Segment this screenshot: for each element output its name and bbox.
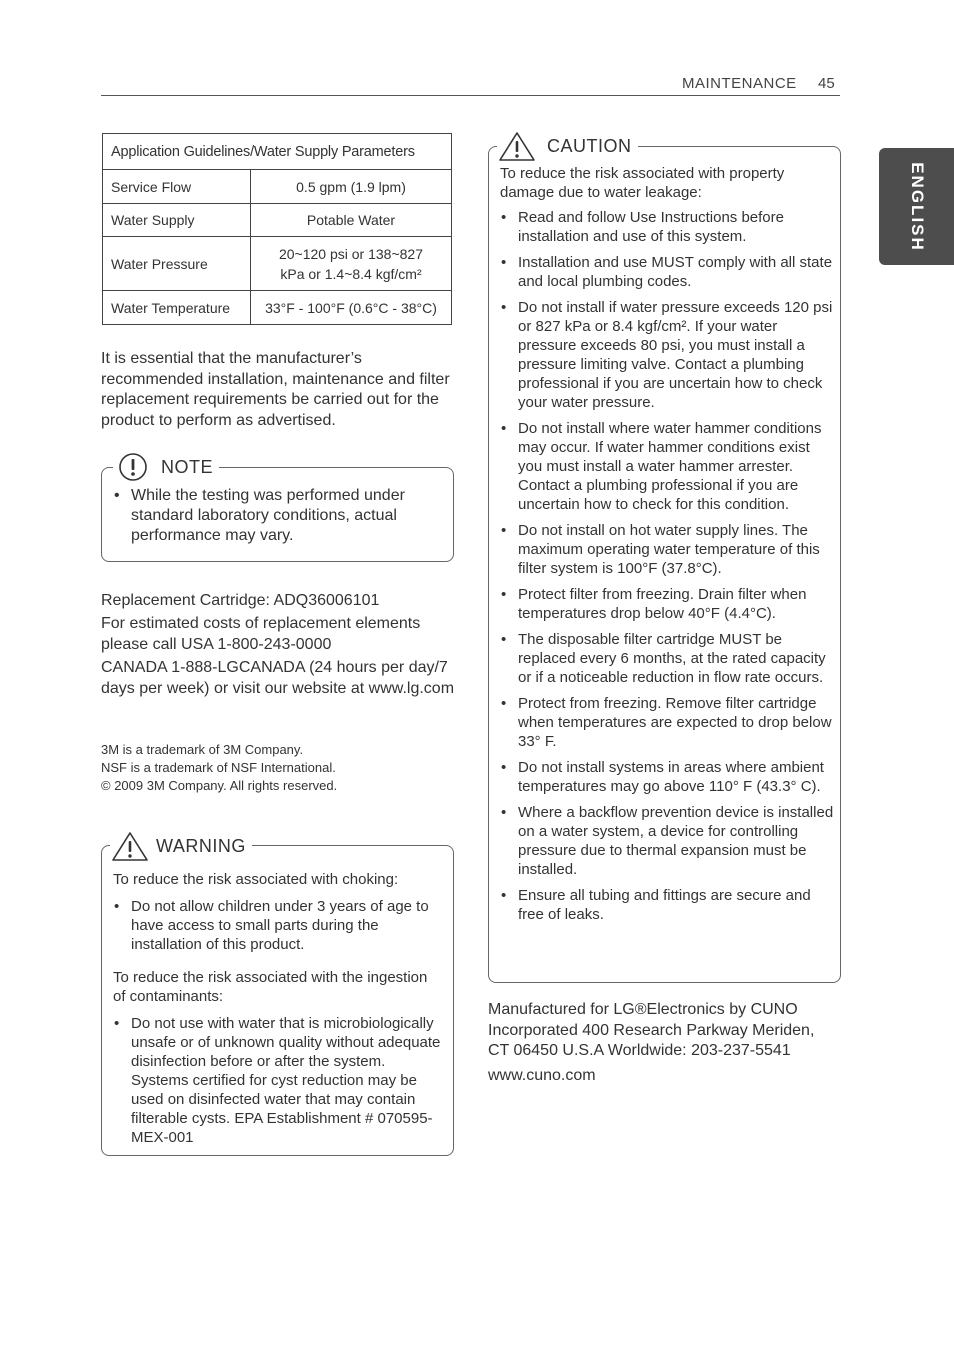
trademark-nsf: NSF is a trademark of NSF International. — [101, 760, 336, 775]
warning-heading — [110, 830, 252, 862]
header-divider — [101, 95, 840, 96]
note-list — [113, 486, 438, 546]
caution-intro: To reduce the risk associated with property damage due to water leakage: — [500, 165, 785, 201]
section-title: MAINTENANCE — [682, 75, 797, 92]
language-tab — [879, 148, 954, 265]
list-item: • The disposable filter cartridge MUST be replaced every 6 months, at the rated capacity or if a noticeable reduction in flow rate occurs. — [500, 630, 834, 687]
water-supply-parameters-table — [102, 133, 452, 325]
list-item: • Ensure all tubing and fittings are secure and free of leaks. — [500, 886, 834, 924]
row-value-line: kPa or 1.4~8.4 kgf/cm² — [280, 265, 422, 282]
warning-title: WARNING — [156, 835, 246, 856]
list-item: • While the testing was performed under standard laboratory conditions, actual performance may vary. — [113, 486, 438, 546]
table-row — [103, 204, 452, 237]
manufacturer-url: www.cuno.com — [488, 1067, 596, 1084]
note-title: NOTE — [161, 456, 214, 477]
language-tab-label: ENGLISH — [907, 161, 927, 252]
exclamation-circle-icon — [113, 451, 153, 483]
note-heading — [113, 451, 219, 483]
trademark-3m: 3M is a trademark of 3M Company. — [101, 742, 304, 757]
warning-triangle-icon — [110, 830, 150, 862]
list-item: • Protect from freezing. Remove filter cartridge when temperatures are expected to drop below 33° F. — [500, 694, 834, 751]
table-row — [103, 170, 452, 204]
replacement-cost-text: For estimated costs of replacement elements please call USA 1-800-243-0000 — [101, 615, 421, 653]
caution-title: CAUTION — [547, 135, 632, 156]
essential-paragraph: It is essential that the manufacturer’s recommended installation, maintenance and filter replacement requirements be carried out for the product to perform as advertised. — [101, 350, 450, 429]
note-content — [113, 486, 438, 553]
list-item: • Do not install if water pressure exceeds 120 psi or 827 kPa or 8.4 kgf/cm². If your water pressure exceeds 80 psi, you must install a pressure limiting valve. Contact a plumbing professional if you are uncertain how to check your water pressure. — [500, 298, 834, 412]
table-header-row — [103, 134, 452, 170]
page-number: 45 — [818, 75, 835, 92]
caution-content — [500, 164, 834, 931]
list-item: • Do not allow children under 3 years of age to have access to small parts during the installation of this product. — [113, 897, 443, 954]
row-value: 33°F - 100°F (0.6°C - 38°C) — [251, 291, 452, 325]
row-value: Potable Water — [251, 204, 452, 237]
replacement-cartridge-text: Replacement Cartridge: ADQ36006101 — [101, 592, 380, 609]
row-label: Water Supply — [103, 204, 251, 237]
row-value: 0.5 gpm (1.9 lpm) — [251, 170, 452, 204]
manufacturer-text: Manufactured for LG®Electronics by CUNO Incorporated 400 Research Parkway Meriden, CT 06450 U.S.A Worldwide: 203-237-5541 — [488, 1001, 815, 1059]
warning-intro-choking: To reduce the risk associated with choking: — [113, 871, 399, 888]
list-item: • Do not use with water that is microbiologically unsafe or of unknown quality without adequate disinfection before or after the system. Systems certified for cyst reduction may be used on disinfected water that may contain filterable cysts. EPA Establishment # 070595-MEX-001 — [113, 1014, 443, 1147]
row-label: Service Flow — [103, 170, 251, 204]
canada-contact-text: CANADA 1-888-LGCANADA (24 hours per day/7 days per week) or visit our website at www.lg.com — [101, 659, 455, 697]
warning-intro-contaminants: To reduce the risk associated with the ingestion of contaminants: — [113, 969, 428, 1005]
row-value-line: 20~120 psi or 138~827 — [278, 245, 423, 262]
warning-list-contaminants — [113, 1014, 443, 1147]
row-value — [251, 237, 452, 291]
warning-list-choking — [113, 897, 443, 954]
table-row — [103, 291, 452, 325]
table-title: Application Guidelines/Water Supply Parameters — [103, 134, 452, 170]
warning-content — [113, 870, 443, 1154]
caution-heading — [497, 130, 638, 162]
list-item: • Do not install where water hammer conditions may occur. If water hammer conditions exist you must install a water hammer arrester. Contact a plumbing professional if you are uncertain how to check for this condition. — [500, 419, 834, 514]
list-item: • Do not install on hot water supply lines. The maximum operating water temperature of this filter system is 100°F (37.8°C). — [500, 521, 834, 578]
table-row — [103, 237, 452, 291]
list-item: • Where a backflow prevention device is installed on a water system, a device for controlling pressure due to thermal expansion must be installed. — [500, 803, 834, 879]
list-item: • Read and follow Use Instructions before installation and use of this system. — [500, 208, 834, 246]
row-label: Water Pressure — [103, 237, 251, 291]
list-item: • Protect filter from freezing. Drain filter when temperatures drop below 40°F (4.4°C). — [500, 585, 834, 623]
caution-list — [500, 208, 834, 924]
copyright-text: © 2009 3M Company. All rights reserved. — [101, 778, 338, 793]
list-item: • Installation and use MUST comply with all state and local plumbing codes. — [500, 253, 834, 291]
warning-triangle-icon — [497, 130, 537, 162]
list-item: • Do not install systems in areas where ambient temperatures may go above 110° F (43.3° C). — [500, 758, 834, 796]
row-label: Water Temperature — [103, 291, 251, 325]
